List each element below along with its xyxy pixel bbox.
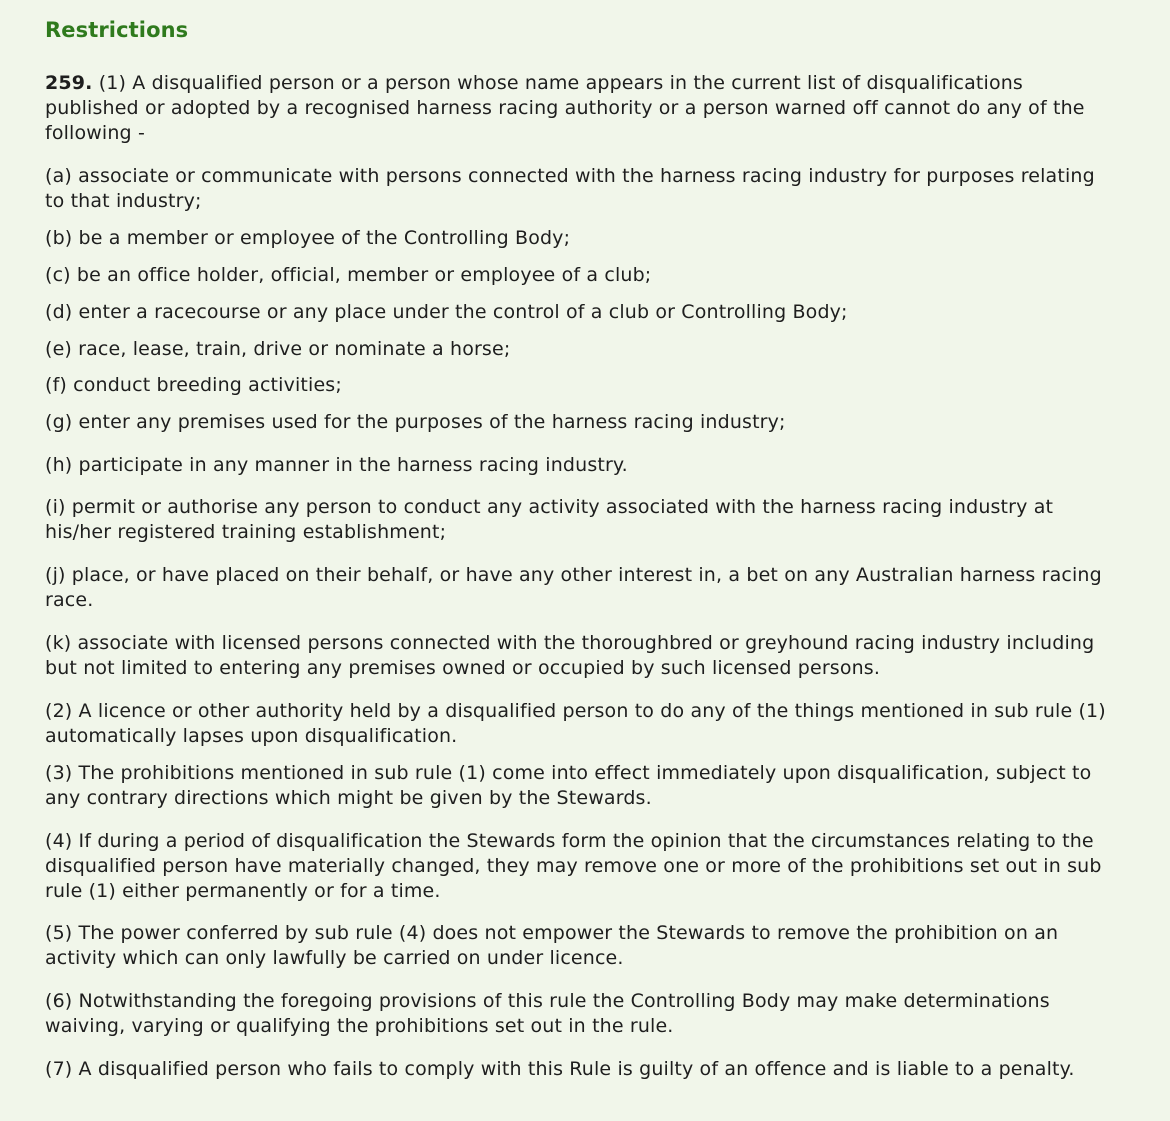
list-item-a: (a) associate or communicate with persons connected with the harness racing industry for purposes relating to that industry;	[45, 165, 1095, 212]
subrule-4: (4) If during a period of disqualification the Stewards form the opinion that the circumstances relating to the disqualified person have materially changed, they may remove one or more of the prohibitions set out in sub rule (1) either permanently or for a time.	[45, 830, 1102, 902]
subrule-7: (7) A disqualified person who fails to comply with this Rule is guilty of an offence and is liable to a penalty.	[45, 1058, 1075, 1080]
subrule-5: (5) The power conferred by sub rule (4) does not empower the Stewards to remove the prohibition on an activity which can only lawfully be carried on under licence.	[45, 922, 1059, 969]
list-item-k: (k) associate with licensed persons connected with the thoroughbred or greyhound racing industry including but not limited to entering any premises owned or occupied by such licensed persons.	[45, 632, 1095, 679]
list-item-e: (e) race, lease, train, drive or nominate a horse;	[45, 338, 511, 360]
list-item-c: (c) be an office holder, official, member or employee of a club;	[45, 264, 652, 286]
section-heading: Restrictions	[45, 18, 189, 42]
rule-number: 259.	[45, 72, 93, 94]
subrule-3: (3) The prohibitions mentioned in sub rule (1) come into effect immediately upon disqualification, subject to any contrary directions which might be given by the Stewards.	[45, 762, 1092, 809]
list-item-d: (d) enter a racecourse or any place under the control of a club or Controlling Body;	[45, 301, 848, 323]
subrule-2: (2) A licence or other authority held by a disqualified person to do any of the things mentioned in sub rule (1) automatically lapses upon disqualification.	[45, 700, 1106, 747]
list-item-f: (f) conduct breeding activities;	[45, 374, 342, 396]
subrule-6: (6) Notwithstanding the foregoing provisions of this rule the Controlling Body may make determinations waiving, varying or qualifying the prohibitions set out in the rule.	[45, 990, 1050, 1037]
list-item-g: (g) enter any premises used for the purposes of the harness racing industry;	[45, 411, 786, 433]
list-item-h: (h) participate in any manner in the harness racing industry.	[45, 454, 628, 476]
rule-intro-paragraph	[45, 71, 1115, 146]
list-item-b: (b) be a member or employee of the Controlling Body;	[45, 227, 571, 249]
list-item-j: (j) place, or have placed on their behalf, or have any other interest in, a bet on any Australian harness racing race.	[45, 564, 1102, 611]
list-item-i: (i) permit or authorise any person to conduct any activity associated with the harness racing industry at his/her registered training establishment;	[45, 496, 1054, 543]
rule-intro-text: (1) A disqualified person or a person whose name appears in the current list of disqualifications published or adopted by a recognised harness racing authority or a person warned off cannot do any of the following -	[45, 72, 1085, 144]
